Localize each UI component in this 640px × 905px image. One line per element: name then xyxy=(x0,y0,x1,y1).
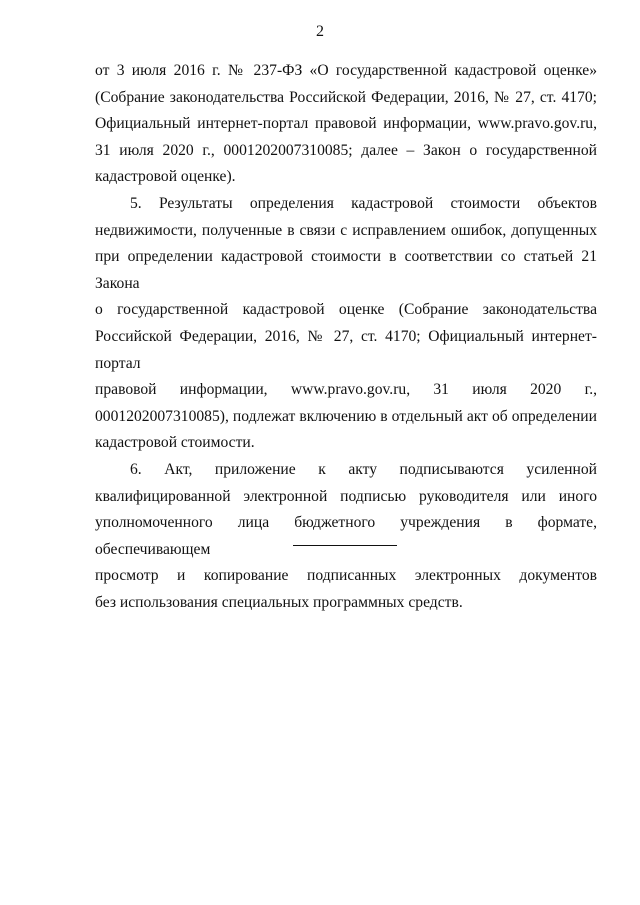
text-line: о государственной кадастровой оценке (Собрание законодательства xyxy=(95,301,597,319)
text-line: уполномоченного лица бюджетного учреждения в формате, обеспечивающем xyxy=(95,514,597,558)
text-line: 5. Результаты определения кадастровой стоимости объектов xyxy=(130,194,597,212)
text-line: 31 июля 2020 г., 0001202007310085; далее – Закон о государственной xyxy=(95,141,597,159)
text-line: кадастровой оценке). xyxy=(95,168,236,186)
text-line: от 3 июля 2016 г. № 237-ФЗ «О государственной кадастровой оценке» xyxy=(95,62,597,79)
text-line: Официальный интернет-портал правовой информации, www.pravo.gov.ru, xyxy=(95,115,597,133)
text-line: при определении кадастровой стоимости в соответствии со статьей 21 Закона xyxy=(95,248,597,292)
text-line: просмотр и копирование подписанных электронных документов xyxy=(95,567,597,585)
text-line: правовой информации, www.pravo.gov.ru, 31 июля 2020 г., xyxy=(95,381,597,399)
paragraph-item-6 xyxy=(95,457,597,617)
paragraph-continuation xyxy=(95,58,597,191)
document-body xyxy=(95,58,597,616)
text-line: без использования специальных программных средств. xyxy=(95,593,463,611)
page-number: 2 xyxy=(316,23,324,40)
text-line: (Собрание законодательства Российской Федерации, 2016, № 27, ст. 4170; xyxy=(95,88,597,106)
text-line: кадастровой стоимости. xyxy=(95,434,255,452)
text-line: Российской Федерации, 2016, № 27, ст. 4170; Официальный интернет-портал xyxy=(95,327,597,372)
text-line: квалифицированной электронной подписью руководителя или иного xyxy=(95,487,597,505)
paragraph-item-5 xyxy=(95,191,597,457)
text-line: 0001202007310085), подлежат включению в отдельный акт об определении xyxy=(95,407,597,425)
text-line: недвижимости, полученные в связи с исправлением ошибок, допущенных xyxy=(95,221,597,239)
text-line: 6. Акт, приложение к акту подписываются усиленной xyxy=(130,460,597,478)
closing-divider xyxy=(293,545,397,546)
